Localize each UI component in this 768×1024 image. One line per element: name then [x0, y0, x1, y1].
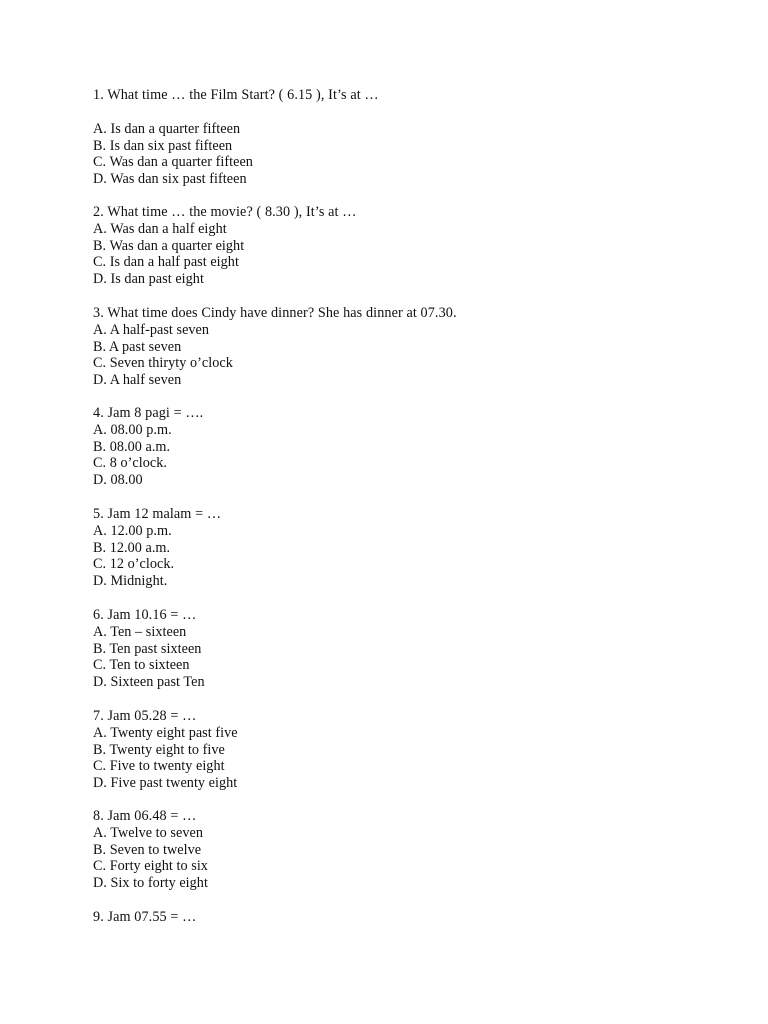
option-d: D. 08.00 — [93, 472, 143, 489]
option-b: B. 08.00 a.m. — [93, 438, 171, 455]
question-text: 6. Jam 10.16 = … — [93, 607, 197, 623]
spacer — [93, 104, 693, 121]
question-8 — [93, 808, 693, 892]
question-6 — [93, 607, 693, 691]
option-c: C. Is dan a half past eight — [93, 254, 239, 271]
option-a: A. Twenty eight past five — [93, 724, 238, 741]
question-text: 3. What time does Cindy have dinner? She has dinner at 07.30. — [93, 305, 457, 321]
option-d: D. Five past twenty eight — [93, 775, 238, 792]
option-a: A. 08.00 p.m. — [93, 421, 172, 438]
option-b: B. Is dan six past fifteen — [93, 137, 233, 154]
option-c: C. 12 o’clock. — [93, 556, 175, 573]
option-a: A. Ten – sixteen — [93, 623, 187, 640]
question-4 — [93, 405, 693, 489]
question-2 — [93, 204, 693, 288]
option-b: B. Was dan a quarter eight — [93, 237, 245, 254]
option-c: C. Ten to sixteen — [93, 657, 190, 674]
option-a: A. Twelve to seven — [93, 824, 203, 841]
option-b: B. Seven to twelve — [93, 841, 202, 858]
option-b: B. Twenty eight to five — [93, 741, 225, 758]
option-a: A. Was dan a half eight — [93, 220, 227, 237]
question-3 — [93, 305, 693, 389]
option-b: B. Ten past sixteen — [93, 640, 202, 657]
question-1 — [93, 87, 693, 188]
question-5 — [93, 506, 693, 590]
option-d: D. Six to forty eight — [93, 875, 208, 892]
option-d: D. Is dan past eight — [93, 271, 204, 288]
question-text: 7. Jam 05.28 = … — [93, 708, 197, 724]
question-text: 4. Jam 8 pagi = …. — [93, 405, 204, 421]
question-9 — [93, 909, 693, 926]
option-d: D. A half seven — [93, 372, 182, 389]
option-c: C. Seven thiryty o’clock — [93, 355, 233, 372]
question-text: 1. What time … the Film Start? ( 6.15 ), It’s at … — [93, 87, 379, 103]
option-c: C. Five to twenty eight — [93, 758, 225, 775]
question-text: 2. What time … the movie? ( 8.30 ), It’s at … — [93, 204, 357, 220]
option-d: D. Midnight. — [93, 573, 168, 590]
option-c: C. Forty eight to six — [93, 858, 208, 875]
option-b: B. A past seven — [93, 338, 182, 355]
option-c: C. 8 o’clock. — [93, 455, 167, 472]
option-b: B. 12.00 a.m. — [93, 539, 171, 556]
question-7 — [93, 708, 693, 792]
question-text: 8. Jam 06.48 = … — [93, 808, 197, 824]
option-a: A. Is dan a quarter fifteen — [93, 120, 241, 137]
option-c: C. Was dan a quarter fifteen — [93, 154, 253, 171]
option-a: A. 12.00 p.m. — [93, 522, 172, 539]
option-d: D. Was dan six past fifteen — [93, 171, 247, 188]
question-text: 9. Jam 07.55 = … — [93, 909, 197, 925]
question-text: 5. Jam 12 malam = … — [93, 506, 222, 522]
option-d: D. Sixteen past Ten — [93, 674, 205, 691]
option-a: A. A half-past seven — [93, 321, 210, 338]
